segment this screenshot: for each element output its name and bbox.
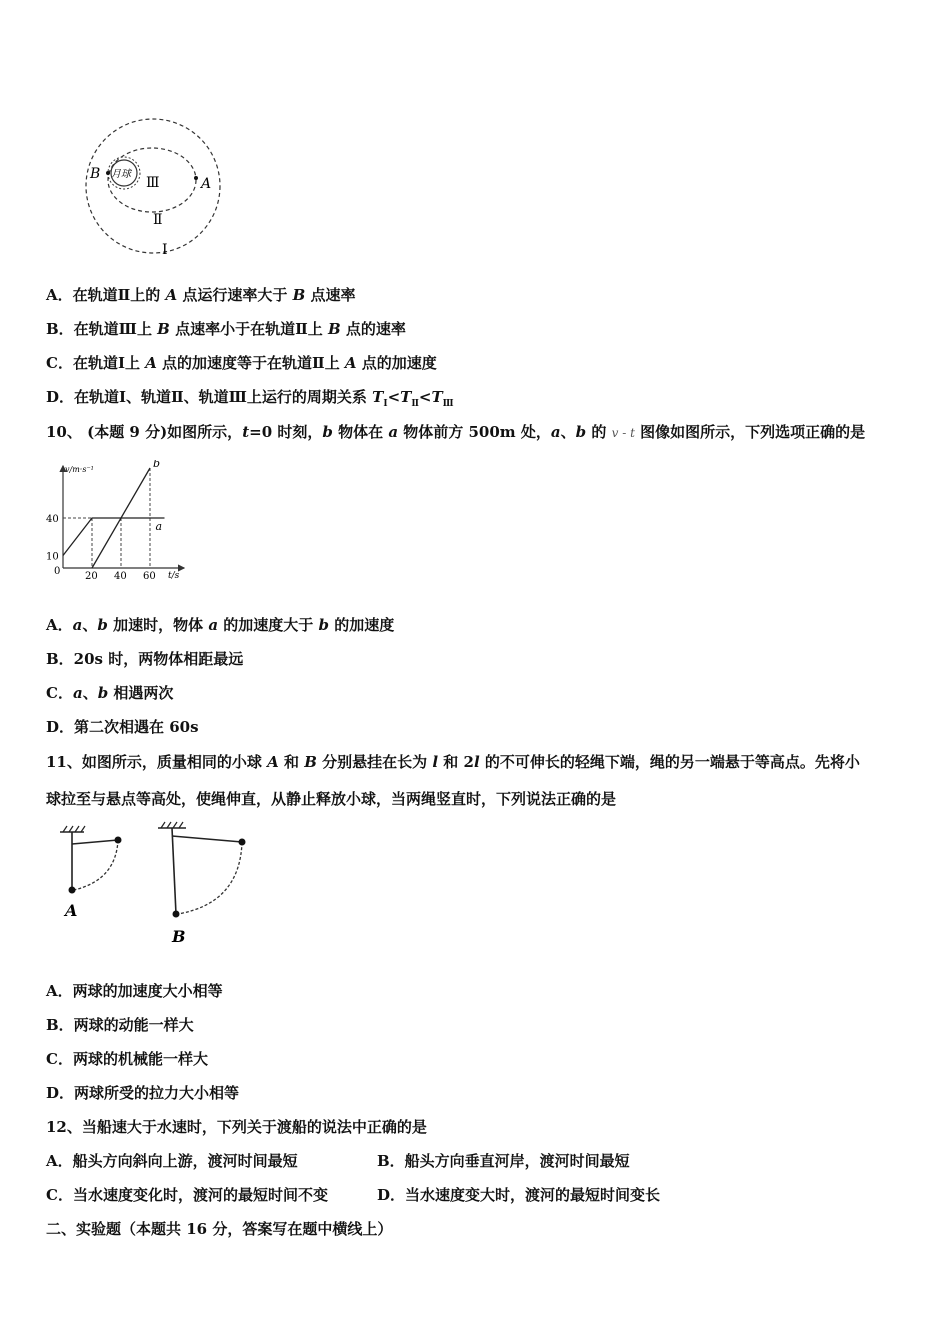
q11-stem-line2: 球拉至与悬点等高处，使绳伸直，从静止释放小球，当两绳竖直时，下列说法正确的是 (46, 790, 617, 808)
q10-option-a: A．a、b 加速时，物体 a 的加速度大于 b 的加速度 (46, 616, 395, 634)
series-b-label: b (153, 460, 161, 470)
series-a-label: a (155, 520, 163, 533)
label-B: B (90, 166, 101, 182)
label-III: Ⅲ (146, 175, 160, 191)
q10-option-c: C．a、b 相遇两次 (46, 684, 174, 702)
path-b (178, 842, 242, 914)
q12-option-d: D．当水速度变大时，渡河的最短时间变长 (377, 1186, 661, 1204)
q11-option-a: A．两球的加速度大小相等 (46, 982, 223, 1000)
label-II: Ⅱ (153, 212, 163, 228)
string-b-horizontal (172, 836, 242, 842)
q12-option-b: B．船头方向垂直河岸，渡河时间最短 (377, 1152, 630, 1170)
q9-option-c: C．在轨道Ⅰ上 A 点的加速度等于在轨道Ⅱ上 A 点的加速度 (46, 354, 437, 372)
q12-option-a: A．船头方向斜向上游，渡河时间最短 (46, 1152, 298, 1170)
q10-option-d: D．第二次相遇在 60s (46, 718, 199, 736)
q9-option-b: B．在轨道Ⅲ上 B 点速率小于在轨道Ⅱ上 B 点的速率 (46, 320, 406, 338)
label-I: Ⅰ (162, 242, 168, 258)
q11-option-d: D．两球所受的拉力大小相等 (46, 1084, 240, 1102)
label-A: A (201, 176, 212, 192)
q9-option-a: A．在轨道Ⅱ上的 A 点运行速率大于 B 点速率 (46, 286, 356, 304)
q11-option-c: C．两球的机械能一样大 (46, 1050, 208, 1068)
string-b-vertical (172, 828, 176, 914)
orbit-figure (40, 110, 230, 260)
point-B-dot (106, 171, 110, 175)
x-tick-label: 20 (85, 571, 98, 582)
y-tick-label: 10 (46, 551, 59, 563)
section-2-heading: 二、实验题（本题共 16 分，答案写在题中横线上） (46, 1220, 393, 1238)
x-tick-label: 60 (143, 571, 156, 582)
vt-graph (44, 460, 194, 585)
point-A-dot (194, 176, 198, 180)
x-axis-label: t/s (168, 571, 180, 581)
y-axis-label: v/m·s⁻¹ (65, 465, 94, 474)
q10-option-b: B．20s 时，两物体相距最远 (46, 650, 244, 668)
x-tick-label: 40 (114, 571, 127, 582)
path-a (74, 840, 118, 890)
ball-b (173, 911, 180, 918)
y-tick-label: 40 (46, 514, 59, 525)
origin-label: 0 (54, 566, 61, 577)
label-ball-b: B (172, 927, 186, 946)
pendulum-figure (50, 818, 260, 953)
ball-b-start (239, 839, 246, 846)
string-a-horizontal (72, 840, 118, 844)
label-ball-a: A (65, 901, 78, 920)
support-b-icon (158, 822, 186, 828)
q10-stem: 10、 (本题 9 分)如图所示，t=0 时刻，b 物体在 a 物体前方 500m 处，a、b 的 v - t 图像如图所示，下列选项正确的是 (46, 423, 866, 441)
q12-option-c: C．当水速度变化时，渡河的最短时间不变 (46, 1186, 328, 1204)
series-a-line (63, 518, 165, 556)
ball-a-start (115, 837, 122, 844)
q11-option-b: B．两球的动能一样大 (46, 1016, 194, 1034)
q12-stem: 12、当船速大于水速时，下列关于渡船的说法中正确的是 (46, 1118, 427, 1136)
q9-option-d: D．在轨道Ⅰ、轨道Ⅱ、轨道Ⅲ上运行的周期关系 $T_Ⅰ<T_Ⅱ<T_Ⅲ$ (46, 388, 454, 409)
moon-label: 月球 (111, 169, 131, 180)
support-a-icon (60, 826, 85, 832)
q11-stem-line1: 11、如图所示，质量相同的小球 A 和 B 分别悬挂在长为 l 和 2l 的不可伸长的轻绳下端，绳的另一端悬于等高点。先将小 (46, 753, 860, 771)
ball-a (69, 887, 76, 894)
